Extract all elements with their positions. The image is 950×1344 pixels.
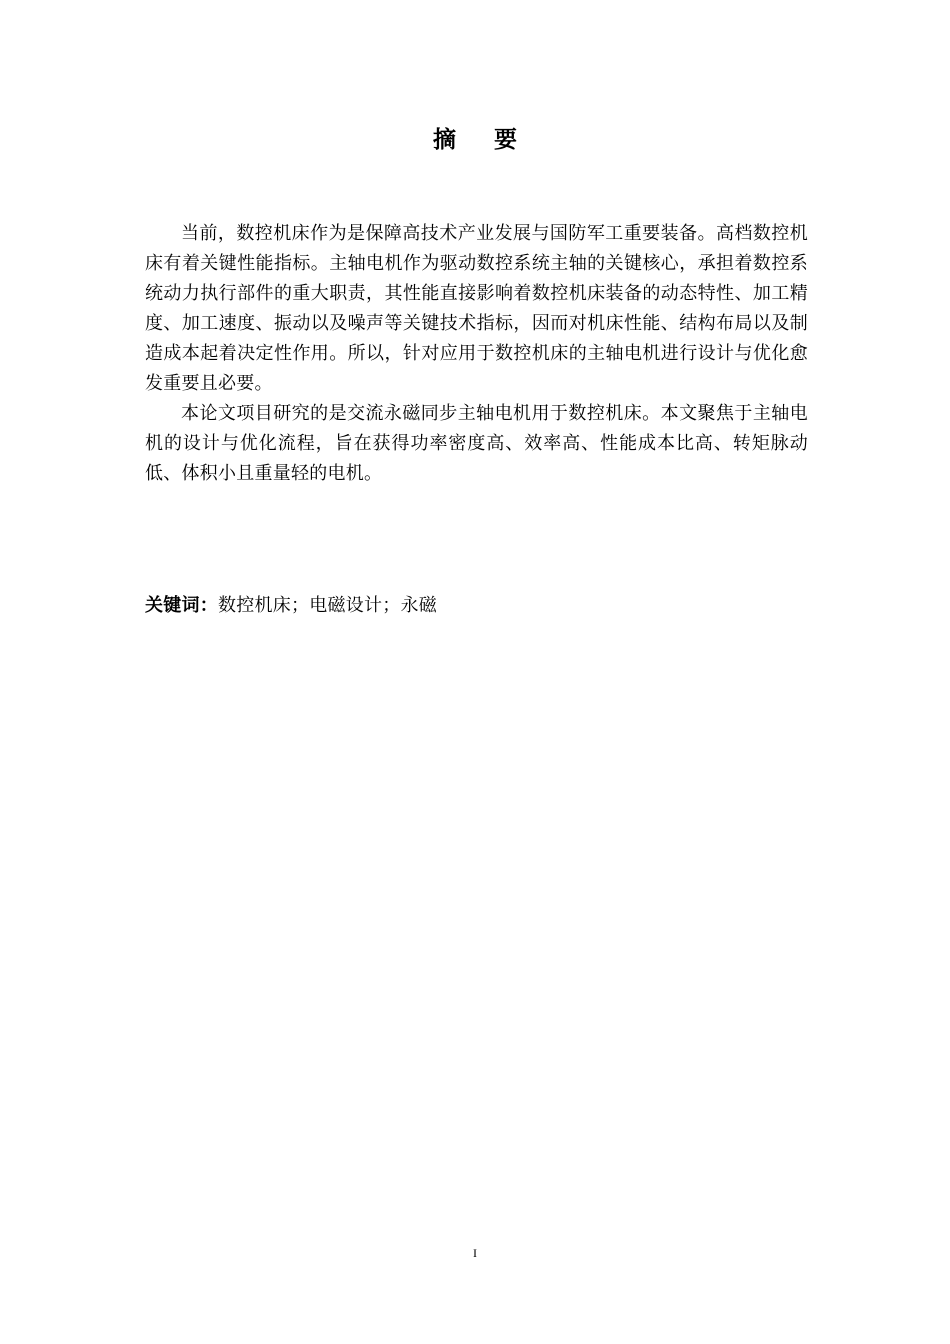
abstract-paragraph-1: 当前，数控机床作为是保障高技术产业发展与国防军工重要装备。高档数控机床有着关键性能指标。主轴电机作为驱动数控系统主轴的关键核心，承担着数控系统动力执行部件的重大职责，其性能直接影响着数控机床装备的动态特性、加工精度、加工速度、振动以及噪声等关键技术指标，因而对机床性能、结构布局以及制造成本起着决定性作用。所以，针对应用于数控机床的主轴电机进行设计与优化愈发重要且必要。 [145, 223, 808, 394]
abstract-paragraph-2: 本论文项目研究的是交流永磁同步主轴电机用于数控机床。本文聚焦于主轴电机的设计与优化流程，旨在获得功率密度高、效率高、性能成本比高、转矩脉动低、体积小且重量轻的电机。 [145, 403, 808, 484]
abstract-title-char-1: 摘 [433, 127, 456, 153]
page-number: I [473, 1246, 477, 1260]
keywords-value: 数控机床；电磁设计；永磁 [218, 595, 437, 616]
keywords-label: 关键词： [145, 595, 218, 616]
abstract-title-char-2: 要 [494, 127, 517, 153]
keywords-line [145, 591, 808, 621]
abstract-title [0, 124, 950, 156]
abstract-body [145, 219, 808, 489]
